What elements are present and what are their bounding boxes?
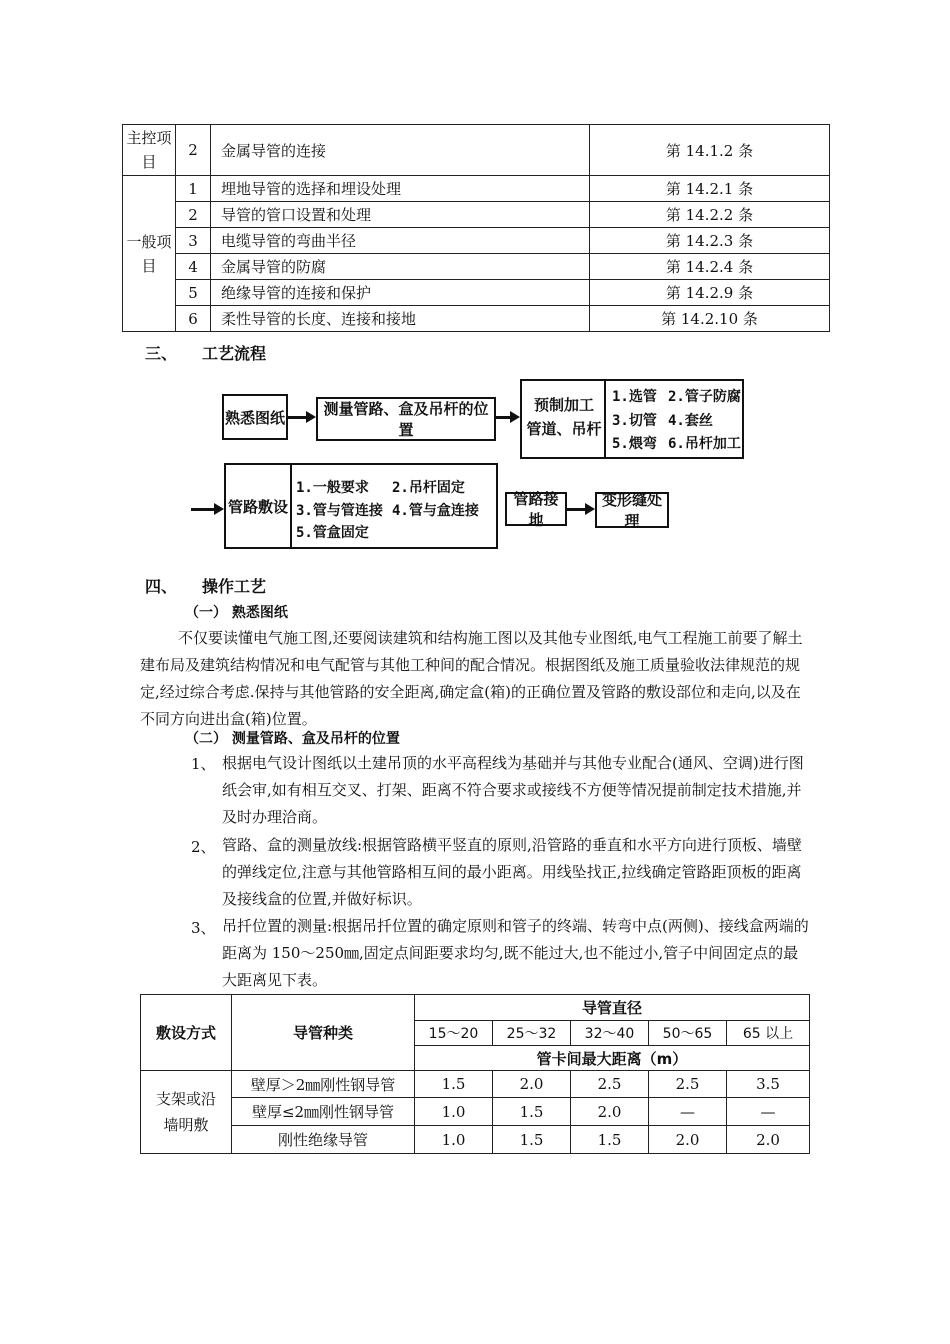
value-cell: 2.0	[571, 1098, 649, 1126]
flow-step-label: 测量管路、盒及吊杆的位置	[323, 400, 489, 439]
inspection-items-table	[122, 124, 830, 332]
value-cell: 1.5	[415, 1071, 493, 1098]
diameter-cell: 65 以上	[727, 1021, 810, 1046]
pipe-clamp-distance-table	[140, 994, 810, 1154]
section-number: 三、	[145, 344, 178, 363]
item-reference: 第 14.2.1 条	[590, 176, 830, 202]
item-reference: 第 14.2.3 条	[590, 228, 830, 254]
paragraph: 不仅要读懂电气施工图,还要阅读建筑和结构施工图以及其他专业图纸,电气工程施工前要了解土建布局及建筑结构情况和电气配管与其他工种间的配合情况。根据图纸及施工质量验收法律规范的规定,经过综合考虑.保持与其他管路的安全距离,确定盒(箱)的正确位置及管路的敷设部位和走向,以及在不同方向进出盒(箱)位置。	[140, 629, 803, 728]
flow-step-grounding	[505, 490, 567, 529]
subsection-title: （一） 熟悉图纸	[185, 605, 288, 621]
item-description: 导管的管口设置和处理	[211, 202, 590, 228]
flow-step-prefabrication	[520, 379, 744, 459]
header-method: 敷设方式	[141, 995, 232, 1071]
list-item-text: 根据电气设计图纸以土建吊顶的水平高程线为基础并与其他专业配合(通风、空调)进行图纸会审,如有相互交叉、打架、距离不符合要求或接线不方便等情况提前制定技术措施,并及时办理洽商。	[222, 754, 804, 826]
table-row	[123, 125, 830, 176]
item-description: 金属导管的连接	[211, 125, 590, 176]
substep-label: 1.选管	[612, 389, 657, 405]
table-row	[141, 1098, 810, 1126]
arrow-head-icon	[585, 503, 595, 515]
substep-label: 4.套丝	[668, 413, 713, 429]
value-cell: 2.5	[571, 1071, 649, 1098]
diameter-cell: 50～65	[649, 1021, 727, 1046]
item-number: 2	[176, 125, 211, 176]
arrow-head-icon	[306, 411, 316, 423]
flow-step-label: 变形缝处理	[601, 491, 662, 530]
substep-label: 2.管子防腐	[668, 389, 741, 405]
value-cell: 3.5	[727, 1071, 810, 1098]
laying-title	[226, 465, 290, 547]
substep-label: 5.管盒固定	[296, 525, 369, 541]
type-cell: 壁厚≤2㎜刚性钢导管	[232, 1098, 415, 1126]
list-item-number: 2、	[191, 838, 216, 856]
flow-step-laying	[224, 463, 498, 549]
value-cell: 1.5	[571, 1126, 649, 1154]
section-title: 工艺流程	[202, 344, 267, 363]
type-cell: 壁厚＞2㎜刚性钢导管	[232, 1071, 415, 1098]
subsection-title: （二） 测量管路、盒及吊杆的位置	[185, 731, 400, 747]
section-title: 操作工艺	[202, 577, 267, 596]
value-cell: —	[649, 1098, 727, 1126]
item-description: 金属导管的防腐	[211, 254, 590, 280]
item-description: 柔性导管的长度、连接和接地	[211, 306, 590, 332]
category-cell: 主控项目	[123, 125, 176, 176]
value-cell: 1.5	[493, 1126, 571, 1154]
flow-step-read-drawings	[222, 394, 288, 440]
item-description: 绝缘导管的连接和保护	[211, 280, 590, 306]
table-row	[141, 1126, 810, 1154]
table-row	[123, 176, 830, 202]
flow-step-label: 管路敷设	[227, 497, 288, 516]
substep-label: 6.吊杆加工	[668, 436, 741, 452]
list-item-number: 1、	[191, 755, 216, 773]
flow-arrow	[288, 416, 306, 419]
flow-arrow	[496, 416, 510, 419]
value-cell: 1.5	[493, 1098, 571, 1126]
diameter-cell: 15～20	[415, 1021, 493, 1046]
list-item-number: 3、	[191, 919, 216, 937]
table-row	[141, 1071, 810, 1098]
table-row	[123, 202, 830, 228]
item-number: 3	[176, 228, 211, 254]
value-cell: 2.0	[649, 1126, 727, 1154]
method-cell: 支架或沿墙明敷	[141, 1071, 232, 1154]
type-cell: 刚性绝缘导管	[232, 1126, 415, 1154]
item-number: 1	[176, 176, 211, 202]
substep-label: 5.煨弯	[612, 436, 657, 452]
substep-label: 4.管与盒连接	[392, 503, 479, 519]
flow-step-measure	[316, 397, 496, 441]
value-cell: 1.0	[415, 1098, 493, 1126]
arrow-head-icon	[510, 411, 520, 423]
prefab-title	[526, 393, 602, 441]
header-type: 导管种类	[232, 995, 415, 1071]
table-row	[123, 228, 830, 254]
substep-label: 3.管与管连接	[296, 503, 383, 519]
item-number: 6	[176, 306, 211, 332]
item-description: 电缆导管的弯曲半径	[211, 228, 590, 254]
arrow-head-icon	[214, 503, 224, 515]
value-cell: 1.0	[415, 1126, 493, 1154]
section-number: 四、	[145, 577, 178, 596]
table-row	[141, 995, 810, 1021]
value-cell: 2.0	[727, 1126, 810, 1154]
divider	[290, 465, 292, 547]
flow-step-label: 预制加工	[533, 396, 594, 414]
flow-arrow	[191, 508, 215, 511]
value-cell: —	[727, 1098, 810, 1126]
flow-step-label: 管道、吊杆	[526, 420, 602, 438]
substep-label: 3.切管	[612, 413, 657, 429]
flow-step-label: 熟悉图纸	[224, 408, 285, 427]
header-diameter: 导管直径	[415, 995, 810, 1021]
item-number: 4	[176, 254, 211, 280]
item-description: 埋地导管的选择和埋设处理	[211, 176, 590, 202]
table-row	[123, 306, 830, 332]
flow-step-deformation-joint	[595, 492, 669, 528]
item-reference: 第 14.2.9 条	[590, 280, 830, 306]
header-distance: 管卡间最大距离（m）	[415, 1046, 810, 1071]
table-row	[123, 254, 830, 280]
item-reference: 第 14.2.10 条	[590, 306, 830, 332]
value-cell: 2.5	[649, 1071, 727, 1098]
substep-label: 2.吊杆固定	[392, 480, 465, 496]
diameter-cell: 32～40	[571, 1021, 649, 1046]
flow-step-label: 管路接地	[513, 490, 559, 529]
diameter-cell: 25～32	[493, 1021, 571, 1046]
table-row	[123, 280, 830, 306]
category-cell: 一般项目	[123, 176, 176, 332]
divider	[604, 381, 606, 457]
list-item-text: 吊扦位置的测量:根据吊扦位置的确定原则和管子的终端、转弯中点(两侧)、接线盒两端的距离为 150～250㎜,固定点间距要求均匀,既不能过大,也不能过小,管子中间固定点的最大距离见下表。	[222, 917, 809, 989]
item-reference: 第 14.2.2 条	[590, 202, 830, 228]
flow-arrow	[567, 508, 585, 511]
item-number: 5	[176, 280, 211, 306]
item-reference: 第 14.2.4 条	[590, 254, 830, 280]
item-number: 2	[176, 202, 211, 228]
list-item-text: 管路、盒的测量放线:根据管路横平竖直的原则,沿管路的垂直和水平方向进行顶板、墙壁的弹线定位,注意与其他管路相互间的最小距离。用线坠找正,拉线确定管路距顶板的距离及接线盒的位置,并做好标识。	[222, 836, 802, 908]
substep-label: 1.一般要求	[296, 480, 369, 496]
value-cell: 2.0	[493, 1071, 571, 1098]
item-reference: 第 14.1.2 条	[590, 125, 830, 176]
